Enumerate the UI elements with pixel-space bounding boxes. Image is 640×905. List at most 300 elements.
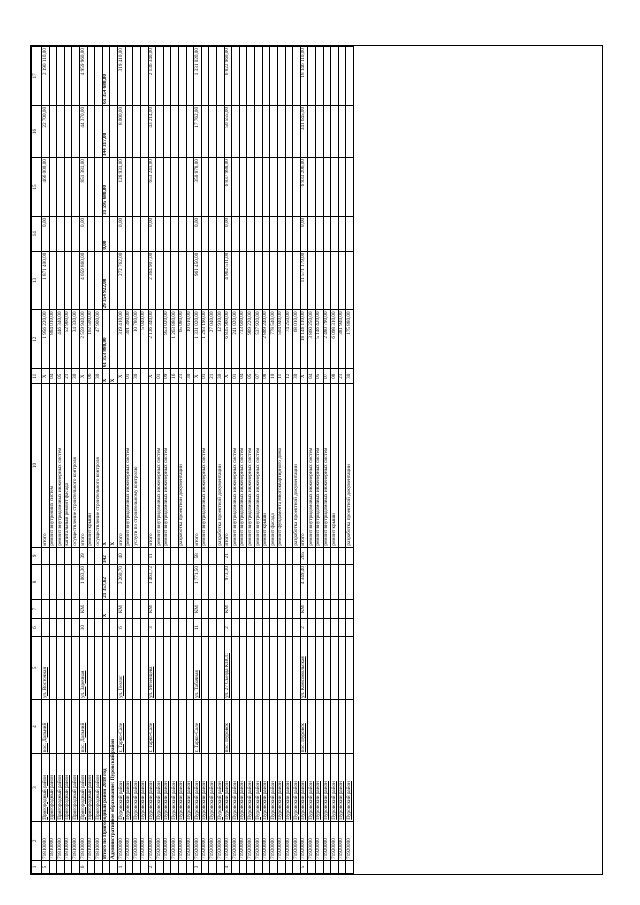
- table-cell: [163, 216, 171, 251]
- table-cell: [42, 619, 50, 636]
- table-cell: КМ: [194, 599, 202, 619]
- table-cell: [293, 105, 301, 157]
- table-cell: [201, 105, 209, 157]
- table-cell: 265: [300, 547, 308, 564]
- table-cell: ул. Мезенцева: [148, 636, 156, 699]
- table-cell: [186, 599, 194, 619]
- table-cell: [95, 636, 103, 699]
- table-cell: Пригородный район: [80, 754, 88, 821]
- table-row: [209, 47, 217, 874]
- table-cell: 71920000: [300, 821, 308, 860]
- table-cell: [346, 599, 354, 619]
- table-cell: [255, 699, 263, 753]
- table-cell: [262, 860, 270, 873]
- table-cell: [277, 699, 285, 753]
- table-cell: [323, 860, 331, 873]
- table-cell: [331, 251, 339, 310]
- table-cell: [64, 547, 72, 564]
- table-cell: 537 920,00: [255, 310, 263, 369]
- table-cell: Пуровский район: [133, 754, 141, 821]
- table-cell: [72, 599, 80, 619]
- table-cell: [201, 565, 209, 600]
- table-cell: капитальный ремонт фасада: [64, 384, 72, 547]
- table-cell: 11: [194, 619, 202, 636]
- table-row: [247, 47, 255, 874]
- table-cell: [125, 599, 133, 619]
- table-cell: [57, 619, 65, 636]
- capital-repair-table: [31, 46, 354, 874]
- table-cell: [277, 565, 285, 600]
- table-cell: [323, 216, 331, 251]
- table-cell: [133, 216, 141, 251]
- table-cell: [323, 105, 331, 157]
- table-cell: Пуровский район: [255, 754, 263, 821]
- table-cell: [217, 105, 225, 157]
- table-row: [118, 47, 126, 874]
- table-cell: [156, 860, 164, 873]
- table-cell: ремонт внутридомовых инженерных систем: [156, 384, 164, 547]
- table-cell: [72, 636, 80, 699]
- table-cell: Пуровский район: [262, 754, 270, 821]
- table-row: [331, 47, 339, 874]
- table-cell: [156, 310, 164, 369]
- table-cell: [308, 599, 316, 619]
- table-cell: [133, 47, 141, 106]
- table-cell: 0,00: [224, 216, 232, 251]
- table-cell: [72, 565, 80, 600]
- table-cell: Пуровский район: [148, 754, 156, 821]
- table-cell: [315, 565, 323, 600]
- table-cell: [140, 251, 148, 310]
- table-cell: [178, 636, 186, 699]
- table-cell: ул. Табачная: [194, 636, 202, 699]
- table-cell: [72, 619, 80, 636]
- table-cell: [201, 599, 209, 619]
- table-cell: [125, 636, 133, 699]
- table-cell: [293, 216, 301, 251]
- table-cell: [270, 565, 278, 600]
- table-cell: [171, 47, 179, 106]
- table-cell: 446 340,00: [57, 310, 65, 369]
- table-cell: [308, 158, 316, 217]
- table-cell: [110, 547, 118, 564]
- table-cell: 01: [125, 369, 133, 384]
- table-cell: [171, 565, 179, 600]
- table-cell: ремонт внутридомовых инженерных систем: [315, 384, 323, 547]
- table-cell: Пригородный район: [72, 754, 80, 821]
- table-cell: [163, 158, 171, 217]
- table-cell: [232, 619, 240, 636]
- table-cell: Пуровский район: [118, 754, 126, 821]
- table-cell: 175 880,00: [346, 310, 354, 369]
- table-cell: [239, 636, 247, 699]
- table-cell: Х: [42, 369, 50, 384]
- table-cell: [338, 565, 346, 600]
- table-cell: [178, 251, 186, 310]
- table-cell: [178, 47, 186, 106]
- table-cell: [87, 636, 95, 699]
- table-cell: 71920000: [262, 821, 270, 860]
- table-cell: [42, 565, 50, 600]
- table-cell: 961 450,00: [194, 251, 202, 310]
- table-cell: Пригородный район: [95, 754, 103, 821]
- table-cell: [277, 47, 285, 106]
- table-cell: [201, 216, 209, 251]
- table-cell: [156, 547, 164, 564]
- table-cell: [209, 384, 217, 547]
- table-row: [308, 47, 316, 874]
- table-cell: [163, 105, 171, 157]
- table-cell: [87, 565, 95, 600]
- table-cell: [338, 699, 346, 753]
- table-cell: 04: [239, 369, 247, 384]
- table-cell: [315, 636, 323, 699]
- table-cell: 08: [262, 369, 270, 384]
- table-cell: [308, 699, 316, 753]
- table-cell: [331, 636, 339, 699]
- table-cell: [72, 699, 80, 753]
- table-cell: [156, 599, 164, 619]
- table-cell: [156, 47, 164, 106]
- table-cell: [315, 47, 323, 106]
- table-cell: 272 762,00: [118, 251, 126, 310]
- table-cell: [87, 547, 95, 564]
- table-row: [262, 47, 270, 874]
- table-cell: 04: [308, 369, 316, 384]
- table-cell: Пуровский район: [323, 754, 331, 821]
- table-cell: [232, 699, 240, 753]
- table-cell: Пуровский район: [285, 754, 293, 821]
- column-number-cell: 14: [32, 216, 42, 251]
- table-cell: [247, 158, 255, 217]
- table-row: [285, 47, 293, 874]
- table-cell: Пригородный район: [42, 754, 50, 821]
- table-row: [186, 47, 194, 874]
- table-cell: [87, 158, 95, 217]
- table-cell: 21: [178, 369, 186, 384]
- table-cell: [239, 860, 247, 873]
- table-cell: [239, 158, 247, 217]
- table-cell: 778 540,00: [270, 310, 278, 369]
- table-cell: [255, 105, 263, 157]
- table-cell: итого: [194, 384, 202, 547]
- table-cell: [49, 47, 57, 106]
- table-cell: 0,00: [148, 216, 156, 251]
- table-row: [148, 47, 156, 874]
- table-row: [57, 47, 65, 874]
- table-cell: 241 020,00: [232, 310, 240, 369]
- column-number-cell: 4: [32, 699, 42, 753]
- table-cell: [277, 636, 285, 699]
- table-row: [163, 47, 171, 874]
- table-cell: [95, 251, 103, 310]
- table-cell: 40: [118, 547, 126, 564]
- table-cell: пос. Дальний: [42, 699, 50, 753]
- table-cell: 953 020,00: [163, 310, 171, 369]
- table-cell: [186, 619, 194, 636]
- table-cell: 71920000: [277, 821, 285, 860]
- table-cell: 44 370,00: [80, 105, 88, 157]
- table-cell: 01: [201, 369, 209, 384]
- table-cell: Пригородный район: [57, 754, 65, 821]
- table-cell: ремонт внутридомовых инженерных систем: [247, 384, 255, 547]
- table-cell: 71920000: [346, 821, 354, 860]
- table-cell: [315, 699, 323, 753]
- table-cell: Пуровский район: [338, 754, 346, 821]
- table-cell: [201, 699, 209, 753]
- table-cell: [338, 547, 346, 564]
- table-cell: 39: [80, 547, 88, 564]
- table-cell: [239, 47, 247, 106]
- table-cell: [87, 860, 95, 873]
- table-cell: [247, 636, 255, 699]
- table-cell: 30: [95, 369, 103, 384]
- table-cell: [209, 599, 217, 619]
- table-cell: [209, 636, 217, 699]
- table-cell: [163, 599, 171, 619]
- table-cell: [95, 699, 103, 753]
- table-cell: 71920000: [247, 821, 255, 860]
- table-cell: [293, 251, 301, 310]
- table-cell: 350 878,00: [194, 158, 202, 217]
- table-cell: [110, 47, 118, 106]
- table-row: [87, 47, 95, 874]
- table-cell: [72, 547, 80, 564]
- table-cell: [255, 565, 263, 600]
- table-cell: [125, 699, 133, 753]
- table-cell: [209, 565, 217, 600]
- table-cell: 6: [80, 860, 88, 873]
- table-cell: ремонт крыши: [87, 384, 95, 547]
- table-cell: [42, 547, 50, 564]
- table-cell: 34 330,00: [72, 310, 80, 369]
- table-row: [49, 47, 57, 874]
- table-cell: 71920000: [338, 821, 346, 860]
- table-cell: [331, 699, 339, 753]
- table-cell: [293, 619, 301, 636]
- table-cell: 3 260,70: [118, 565, 126, 600]
- table-cell: 1 263 880,00: [171, 310, 179, 369]
- table-cell: [247, 699, 255, 753]
- table-cell: 6 098 310,00: [331, 310, 339, 369]
- table-cell: [331, 599, 339, 619]
- column-number-cell: 2: [32, 821, 42, 860]
- table-cell: [331, 860, 339, 873]
- table-cell: [315, 619, 323, 636]
- table-cell: г. Тарко-Сале: [148, 699, 156, 753]
- table-cell: 8 000,00: [118, 105, 126, 157]
- table-cell: [178, 565, 186, 600]
- table-cell: [308, 860, 316, 873]
- table-cell: [171, 860, 179, 873]
- table-cell: [209, 47, 217, 106]
- table-cell: [338, 158, 346, 217]
- table-cell: Пуровский район: [247, 754, 255, 821]
- table-cell: ремонт внутридомовых инженерных систем: [201, 384, 209, 547]
- table-row: [133, 47, 141, 874]
- table-cell: 10: [80, 619, 88, 636]
- table-cell: [125, 619, 133, 636]
- table-cell: [95, 216, 103, 251]
- table-cell: 30: [217, 369, 225, 384]
- table-cell: Пуровский район: [346, 754, 354, 821]
- table-row: [72, 47, 80, 874]
- table-cell: 21 357,62: [102, 565, 110, 600]
- table-cell: [140, 369, 148, 384]
- table-cell: 01: [156, 369, 164, 384]
- table-cell: Пуровский район: [194, 754, 202, 821]
- table-cell: [255, 158, 263, 217]
- table-cell: 5 040,00: [140, 310, 148, 369]
- column-number-cell: 17: [32, 47, 42, 106]
- table-cell: [255, 251, 263, 310]
- table-cell: [95, 158, 103, 217]
- table-cell: 71920000: [156, 821, 164, 860]
- table-cell: [247, 599, 255, 619]
- table-cell: [247, 47, 255, 106]
- table-cell: [178, 699, 186, 753]
- table-cell: 466 000,00: [42, 158, 50, 217]
- table-cell: [285, 216, 293, 251]
- table-cell: [95, 547, 103, 564]
- table-cell: 381 940,00: [338, 310, 346, 369]
- table-cell: 3: [194, 860, 202, 873]
- table-cell: 16: [171, 369, 179, 384]
- table-cell: [338, 599, 346, 619]
- table-cell: [201, 251, 209, 310]
- table-cell: [285, 619, 293, 636]
- table-cell: 6 835 960,00: [224, 310, 232, 369]
- table-cell: 29 354 922,00: [102, 251, 110, 310]
- table-cell: 27 040,00: [209, 310, 217, 369]
- table-cell: [315, 251, 323, 310]
- table-cell: [209, 860, 217, 873]
- table-cell: ремонт внутридомовых инженерных систем: [57, 384, 65, 547]
- table-cell: 21: [338, 369, 346, 384]
- table-cell: [293, 158, 301, 217]
- table-cell: Пуровский район: [331, 754, 339, 821]
- table-cell: ремонт внутридомовых инженерных систем: [323, 384, 331, 547]
- table-cell: [57, 636, 65, 699]
- table-cell: 71920000: [201, 821, 209, 860]
- table-cell: [331, 47, 339, 106]
- table-cell: [255, 599, 263, 619]
- table-cell: [95, 599, 103, 619]
- table-cell: [323, 251, 331, 310]
- table-cell: [163, 619, 171, 636]
- table-cell: Пригородный район: [64, 754, 72, 821]
- table-cell: 22 700,00: [42, 105, 50, 157]
- table-cell: [163, 251, 171, 310]
- table-cell: [262, 699, 270, 753]
- table-cell: 1 463,72: [148, 565, 156, 600]
- table-cell: итого: [118, 384, 126, 547]
- table-cell: [308, 619, 316, 636]
- table-row: [323, 47, 331, 874]
- table-cell: 71920000: [133, 821, 141, 860]
- table-cell: [72, 860, 80, 873]
- table-cell: 71920000: [140, 821, 148, 860]
- table-cell: [270, 158, 278, 217]
- table-cell: 2 364 907,00: [148, 251, 156, 310]
- table-cell: 30: [346, 369, 354, 384]
- table-cell: [156, 636, 164, 699]
- table-cell: Х: [102, 599, 110, 619]
- table-cell: [57, 599, 65, 619]
- table-cell: [331, 547, 339, 564]
- table-cell: [42, 599, 50, 619]
- table-cell: [110, 599, 118, 619]
- table-cell: осуществление строительного контроля: [72, 384, 80, 547]
- table-cell: ремонт фасада: [270, 384, 278, 547]
- table-cell: ремонт внутренних систем: [49, 384, 57, 547]
- table-cell: [64, 599, 72, 619]
- table-cell: 65 080,00: [178, 310, 186, 369]
- table-cell: [247, 251, 255, 310]
- table-cell: 5: [42, 860, 50, 873]
- table-cell: [95, 47, 103, 106]
- table-cell: КМ: [118, 599, 126, 619]
- table-cell: [346, 699, 354, 753]
- table-cell: [331, 216, 339, 251]
- table-cell: 50 555,00: [224, 105, 232, 157]
- table-cell: [232, 105, 240, 157]
- table-cell: [140, 47, 148, 106]
- table-cell: [201, 158, 209, 217]
- table-cell: Пуровский район: [209, 754, 217, 821]
- table-cell: 09: [163, 369, 171, 384]
- table-cell: [323, 599, 331, 619]
- table-cell: Пуровский район: [163, 754, 171, 821]
- table-cell: [49, 105, 57, 157]
- table-cell: 71920000: [163, 821, 171, 860]
- table-cell: [232, 251, 240, 310]
- table-cell: [239, 565, 247, 600]
- table-cell: [163, 547, 171, 564]
- table-cell: [186, 699, 194, 753]
- column-number-cell: 11: [32, 369, 42, 384]
- table-cell: [346, 636, 354, 699]
- table-cell: [57, 216, 65, 251]
- table-row: [277, 47, 285, 874]
- table-cell: [156, 699, 164, 753]
- table-cell: [277, 251, 285, 310]
- table-cell: ул. Восточная: [42, 636, 50, 699]
- column-number-cell: 6: [32, 619, 42, 636]
- table-cell: ремонт внутридомовых инженерных систем: [239, 384, 247, 547]
- table-cell: [232, 547, 240, 564]
- table-cell: [57, 547, 65, 564]
- table-cell: [110, 619, 118, 636]
- table-cell: 733 600,00: [239, 310, 247, 369]
- table-row: [178, 47, 186, 874]
- table-cell: [57, 565, 65, 600]
- table-cell: ремонт внутридомовых инженерных систем: [308, 384, 316, 547]
- table-cell: 61 353 880,00: [102, 310, 110, 369]
- table-cell: [285, 565, 293, 600]
- table-cell: Пуровский район: [232, 754, 240, 821]
- table-cell: [186, 565, 194, 600]
- table-cell: итого: [148, 384, 156, 547]
- table-cell: 71920000: [239, 821, 247, 860]
- table-cell: [49, 158, 57, 217]
- table-cell: [133, 251, 141, 310]
- table-cell: [102, 636, 110, 699]
- table-cell: 1 871 400,00: [42, 251, 50, 310]
- table-cell: 0,00: [80, 216, 88, 251]
- table-cell: [262, 251, 270, 310]
- table-cell: [323, 699, 331, 753]
